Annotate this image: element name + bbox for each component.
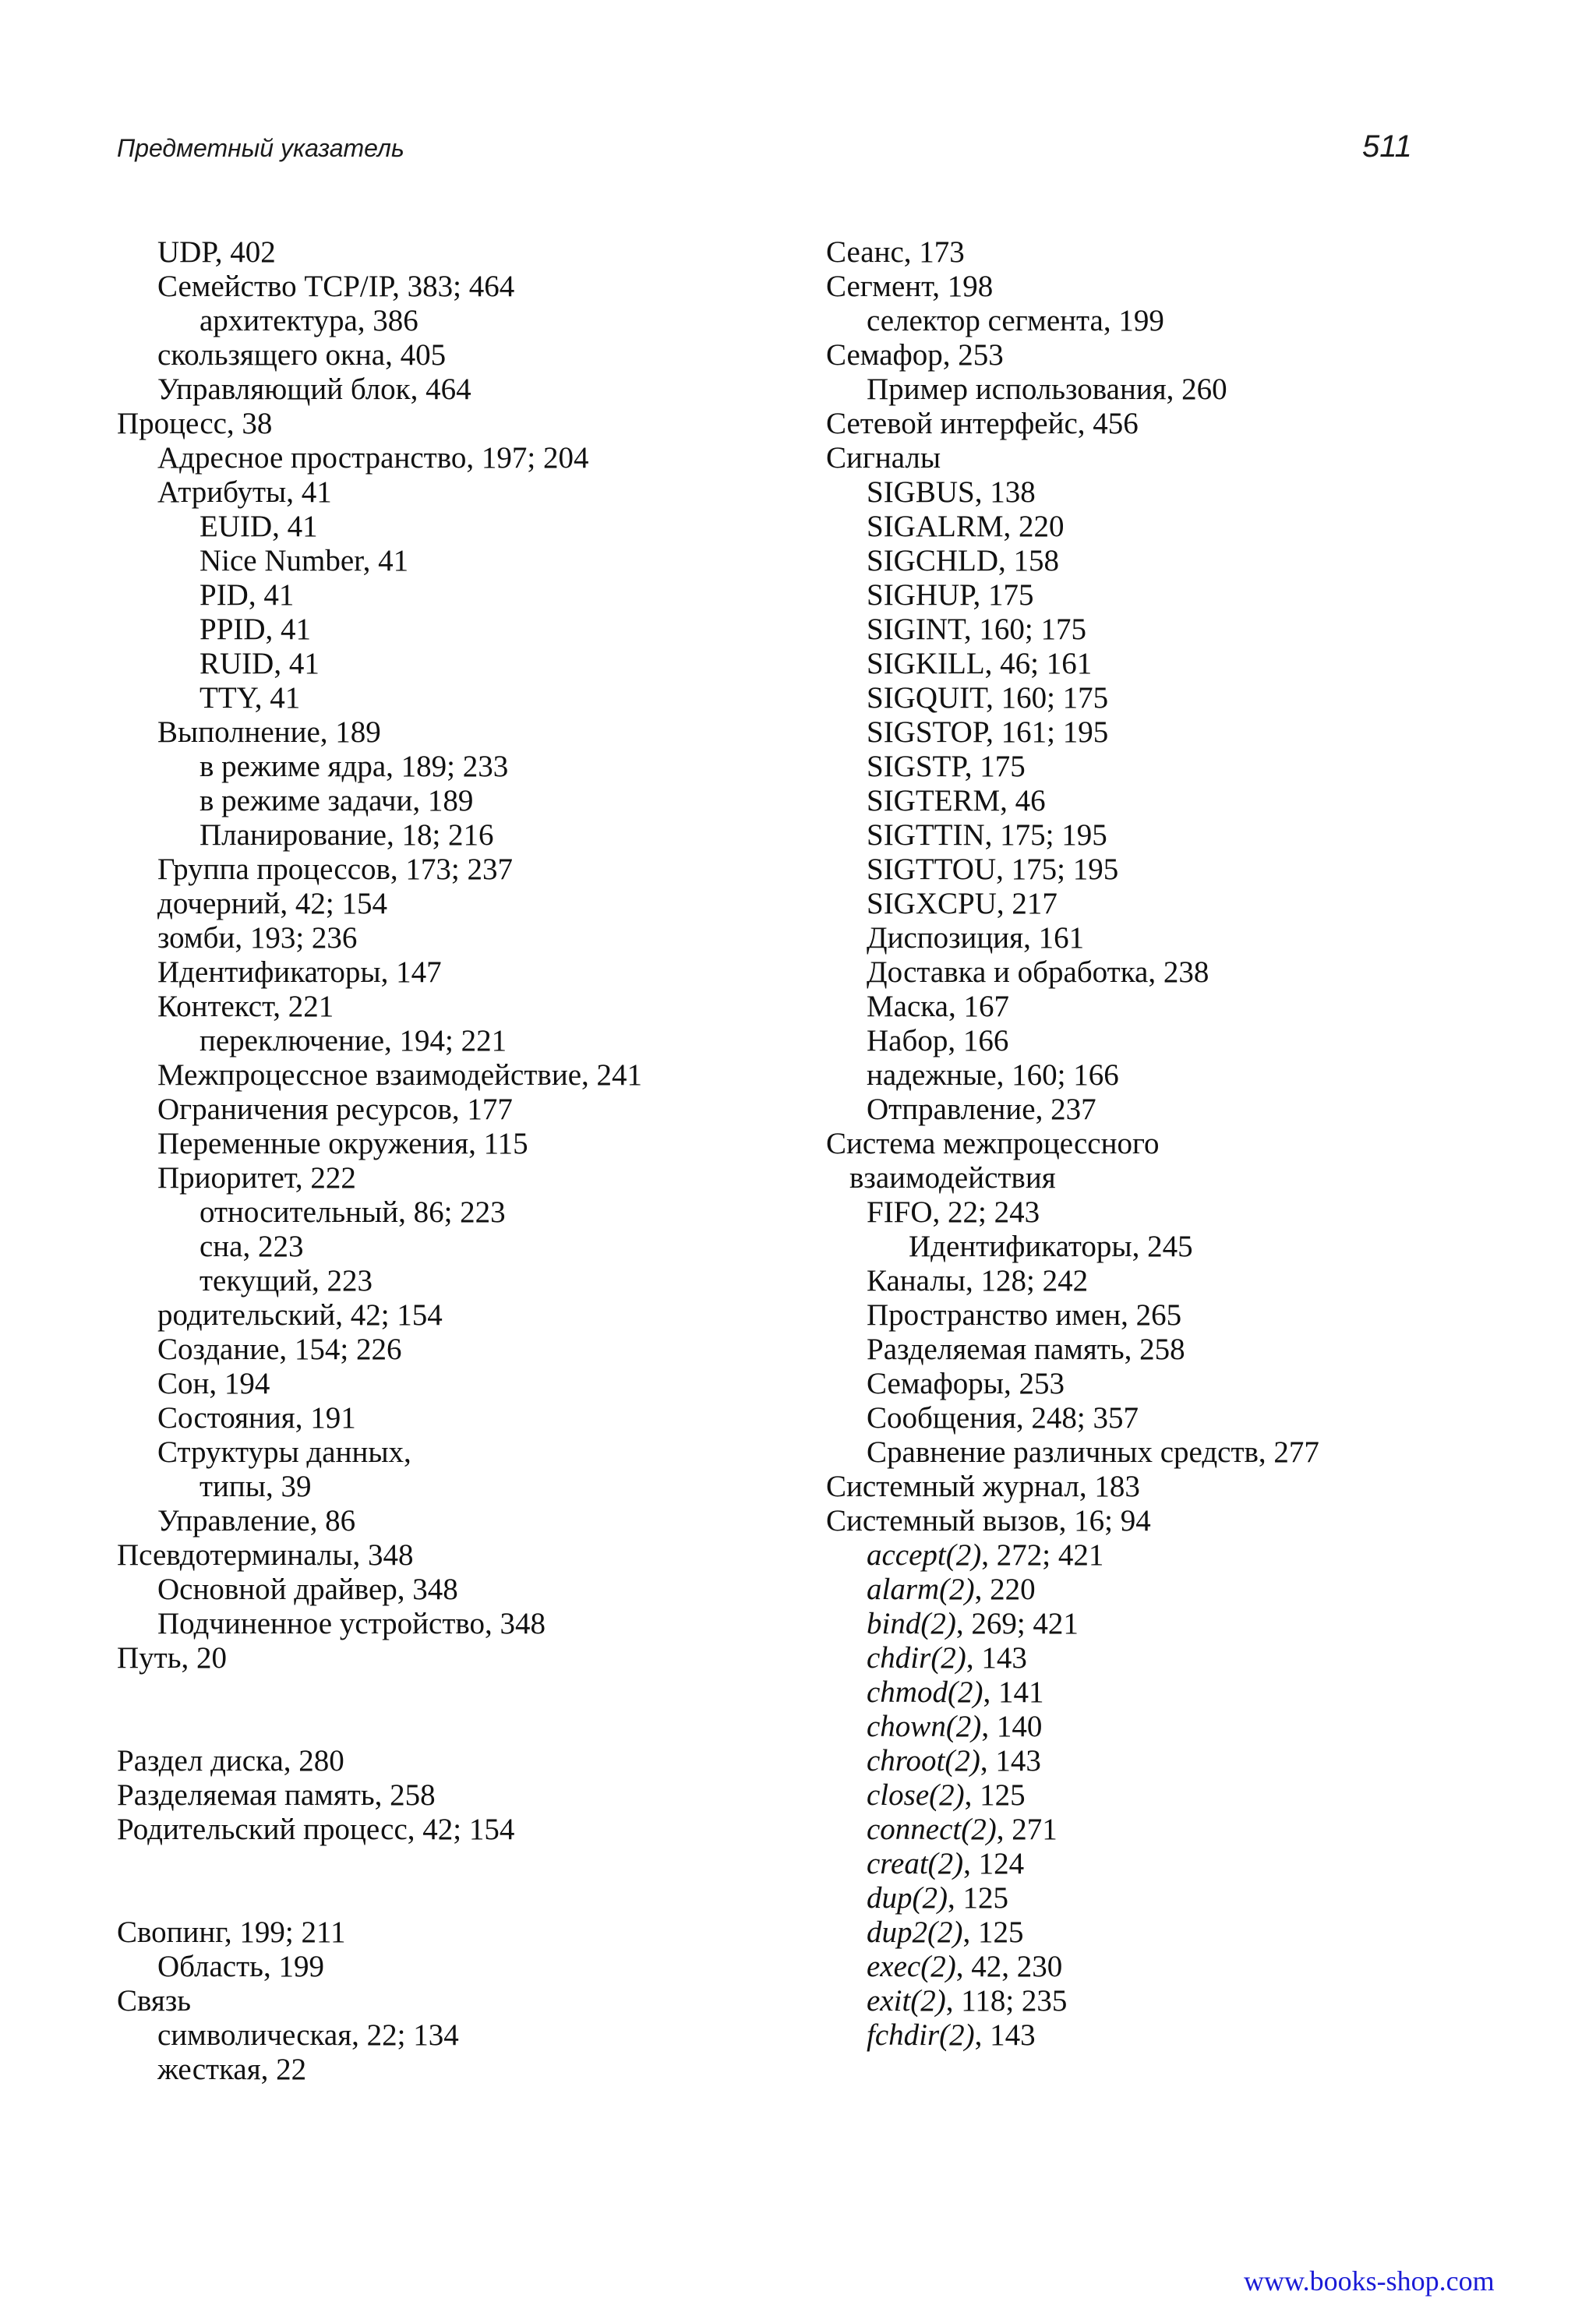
index-entry: Переменные окружения, 115: [157, 1127, 528, 1160]
index-entry: [826, 1675, 1418, 1710]
index-entry: [826, 1813, 1418, 1847]
syscall-name: fchdir(2): [867, 2018, 975, 2052]
index-entry: [826, 1778, 1418, 1813]
index-entry: TTY, 41: [200, 681, 301, 715]
page-refs: , 141: [983, 1675, 1044, 1709]
syscall-name: exec(2): [867, 1950, 956, 1983]
index-entry: Идентификаторы, 245: [909, 1230, 1193, 1263]
index-entry: SIGTTOU, 175; 195: [867, 853, 1119, 886]
syscall-name: chroot(2): [867, 1744, 980, 1778]
index-entry: Диспозиция, 161: [867, 921, 1085, 955]
index-entry: Адресное пространство, 197; 204: [157, 441, 589, 475]
index-entry: PPID, 41: [200, 613, 312, 646]
index-entry: [117, 1675, 756, 1710]
index-entry: Nice Number, 41: [200, 544, 409, 577]
syscall-name: close(2): [867, 1778, 965, 1812]
index-entry: Разделяемая память, 258: [867, 1333, 1185, 1366]
syscall-name: alarm(2): [867, 1573, 975, 1606]
index-entry: Связь: [117, 1984, 192, 2018]
index-entry: Группа процессов, 173; 237: [157, 853, 514, 886]
index-entry: Доставка и обработка, 238: [867, 955, 1209, 989]
syscall-name: dup2(2): [867, 1915, 963, 1949]
index-entry: PID, 41: [200, 578, 295, 612]
index-entry: Маска, 167: [867, 990, 1009, 1023]
index-entry: Управляющий блок, 464: [157, 372, 471, 406]
syscall-name: chmod(2): [867, 1675, 983, 1709]
index-entry: Системный журнал, 183: [826, 1470, 1140, 1503]
page-refs: , 143: [974, 2018, 1036, 2052]
index-entry: скользящего окна, 405: [157, 338, 447, 372]
index-entry: Процесс, 38: [117, 407, 273, 440]
index-entry: [826, 1538, 1418, 1573]
index-entry: Система межпроцессного: [826, 1127, 1160, 1160]
index-entry: Семафор, 253: [826, 338, 1004, 372]
index-entry: Сон, 194: [157, 1367, 270, 1400]
index-entry: [826, 1847, 1418, 1881]
index-entry: [826, 1641, 1418, 1675]
index-entry: в режиме задачи, 189: [200, 784, 474, 817]
index-entry: Сравнение различных средств, 277: [867, 1435, 1319, 1469]
index-entry: Контекст, 221: [157, 990, 334, 1023]
index-entry: Межпроцессное взаимодействие, 241: [157, 1058, 643, 1092]
index-entry: SIGSTP, 175: [867, 750, 1026, 783]
index-entry: Каналы, 128; 242: [867, 1264, 1089, 1298]
index-entry: Семафоры, 253: [867, 1367, 1065, 1400]
index-entry: Атрибуты, 41: [157, 475, 332, 509]
page-refs: , 42, 230: [955, 1950, 1063, 1983]
index-entry: Сообщения, 248; 357: [867, 1401, 1139, 1435]
index-entry: SIGSTOP, 161; 195: [867, 715, 1109, 749]
page-refs: , 125: [962, 1915, 1024, 1949]
footer-link[interactable]: www.books-shop.com: [1244, 2265, 1495, 2297]
index-entry: Отправление, 237: [867, 1093, 1096, 1126]
index-entry: текущий, 223: [200, 1264, 373, 1298]
index-entry: надежные, 160; 166: [867, 1058, 1119, 1092]
index-entry: SIGALRM, 220: [867, 510, 1065, 543]
index-column-right: [826, 235, 1418, 2053]
page-refs: , 118; 235: [945, 1984, 1068, 2018]
index-entry: SIGTTIN, 175; 195: [867, 818, 1107, 852]
index-entry: [826, 1710, 1418, 1744]
index-entry: [826, 2018, 1418, 2053]
page-refs: , 272; 421: [981, 1538, 1104, 1572]
index-entry: Приоритет, 222: [157, 1161, 356, 1195]
index-entry: Управление, 86: [157, 1504, 356, 1538]
index-entry: жесткая, 22: [157, 2053, 307, 2086]
index-entry: [826, 1915, 1418, 1950]
index-entry: Путь, 20: [117, 1641, 227, 1675]
index-entry: Семейство TCP/IP, 383; 464: [157, 270, 515, 303]
index-entry: SIGHUP, 175: [867, 578, 1034, 612]
index-entry: взаимодействия: [849, 1161, 1056, 1195]
page-refs: , 125: [947, 1881, 1008, 1915]
index-entry: SIGTERM, 46: [867, 784, 1046, 817]
syscall-name: chdir(2): [867, 1641, 966, 1675]
index-entry: Свопинг, 199; 211: [117, 1915, 346, 1949]
index-entry: архитектура, 386: [200, 304, 418, 337]
index-entry: UDP, 402: [157, 235, 276, 269]
index-entry: SIGXCPU, 217: [867, 887, 1058, 920]
index-entry: сна, 223: [200, 1230, 304, 1263]
index-entry: Сетевой интерфейс, 456: [826, 407, 1139, 440]
index-entry: Выполнение, 189: [157, 715, 381, 749]
index-entry: зомби, 193; 236: [157, 921, 358, 955]
index-entry: символическая, 22; 134: [157, 2018, 459, 2052]
page-refs: , 124: [963, 1847, 1025, 1880]
page-refs: , 271: [996, 1813, 1058, 1846]
index-entry: [117, 1847, 756, 1881]
index-entry: Сегмент, 198: [826, 270, 994, 303]
index-entry: EUID, 41: [200, 510, 318, 543]
page-number: 511: [1362, 129, 1412, 164]
page-refs: , 269; 421: [955, 1607, 1079, 1640]
page-refs: , 125: [964, 1778, 1026, 1812]
index-entry: Родительский процесс, 42; 154: [117, 1813, 515, 1846]
index-entry: SIGBUS, 138: [867, 475, 1036, 509]
index-entry: Псевдотерминалы, 348: [117, 1538, 414, 1572]
index-entry: переключение, 194; 221: [200, 1024, 507, 1057]
index-entry: SIGQUIT, 160; 175: [867, 681, 1109, 715]
running-head: Предметный указатель: [117, 134, 404, 162]
index-entry: Системный вызов, 16; 94: [826, 1504, 1151, 1538]
index-entry: Набор, 166: [867, 1024, 1009, 1057]
syscall-name: exit(2): [867, 1984, 946, 2018]
index-entry: Состояния, 191: [157, 1401, 356, 1435]
index-entry: Раздел диска, 280: [117, 1744, 344, 1778]
index-entry: Сеанс, 173: [826, 235, 965, 269]
index-entry: [826, 1744, 1418, 1778]
index-entry: SIGCHLD, 158: [867, 544, 1060, 577]
page-refs: , 143: [980, 1744, 1041, 1778]
index-entry: RUID, 41: [200, 647, 320, 680]
index-entry: Структуры данных,: [157, 1435, 411, 1469]
syscall-name: connect(2): [867, 1813, 997, 1846]
syscall-name: dup(2): [867, 1881, 948, 1915]
page-refs: , 143: [966, 1641, 1027, 1675]
index-entry: [117, 1710, 756, 1744]
index-entry: в режиме ядра, 189; 233: [200, 750, 509, 783]
index-entry: [826, 1950, 1418, 1984]
index-column-left: [117, 235, 756, 2087]
index-entry: Пространство имен, 265: [867, 1298, 1182, 1332]
index-entry: Идентификаторы, 147: [157, 955, 442, 989]
syscall-name: chown(2): [867, 1710, 982, 1743]
index-entry: Сигналы: [826, 441, 941, 475]
index-entry: FIFO, 22; 243: [867, 1195, 1040, 1229]
index-entry: типы, 39: [200, 1470, 312, 1503]
index-entry: Подчиненное устройство, 348: [157, 1607, 546, 1640]
index-entry: [826, 1984, 1418, 2018]
page-refs: , 220: [974, 1573, 1036, 1606]
index-entry: селектор сегмента, 199: [867, 304, 1164, 337]
index-entry: [117, 1881, 756, 1915]
page-refs: , 140: [981, 1710, 1043, 1743]
index-entry: Пример использования, 260: [867, 372, 1227, 406]
index-entry: дочерний, 42; 154: [157, 887, 387, 920]
index-entry: [826, 1881, 1418, 1915]
syscall-name: accept(2): [867, 1538, 982, 1572]
syscall-name: creat(2): [867, 1847, 964, 1880]
index-entry: Разделяемая память, 258: [117, 1778, 436, 1812]
index-entry: Область, 199: [157, 1950, 324, 1983]
syscall-name: bind(2): [867, 1607, 956, 1640]
index-entry: относительный, 86; 223: [200, 1195, 506, 1229]
index-entry: [826, 1573, 1418, 1607]
index-entry: Ограничения ресурсов, 177: [157, 1093, 513, 1126]
index-entry: Основной драйвер, 348: [157, 1573, 458, 1606]
index-entry: SIGINT, 160; 175: [867, 613, 1087, 646]
index-entry: [826, 1607, 1418, 1641]
index-entry: SIGKILL, 46; 161: [867, 647, 1093, 680]
index-entry: Планирование, 18; 216: [200, 818, 494, 852]
index-entry: родительский, 42; 154: [157, 1298, 443, 1332]
index-entry: Создание, 154; 226: [157, 1333, 402, 1366]
